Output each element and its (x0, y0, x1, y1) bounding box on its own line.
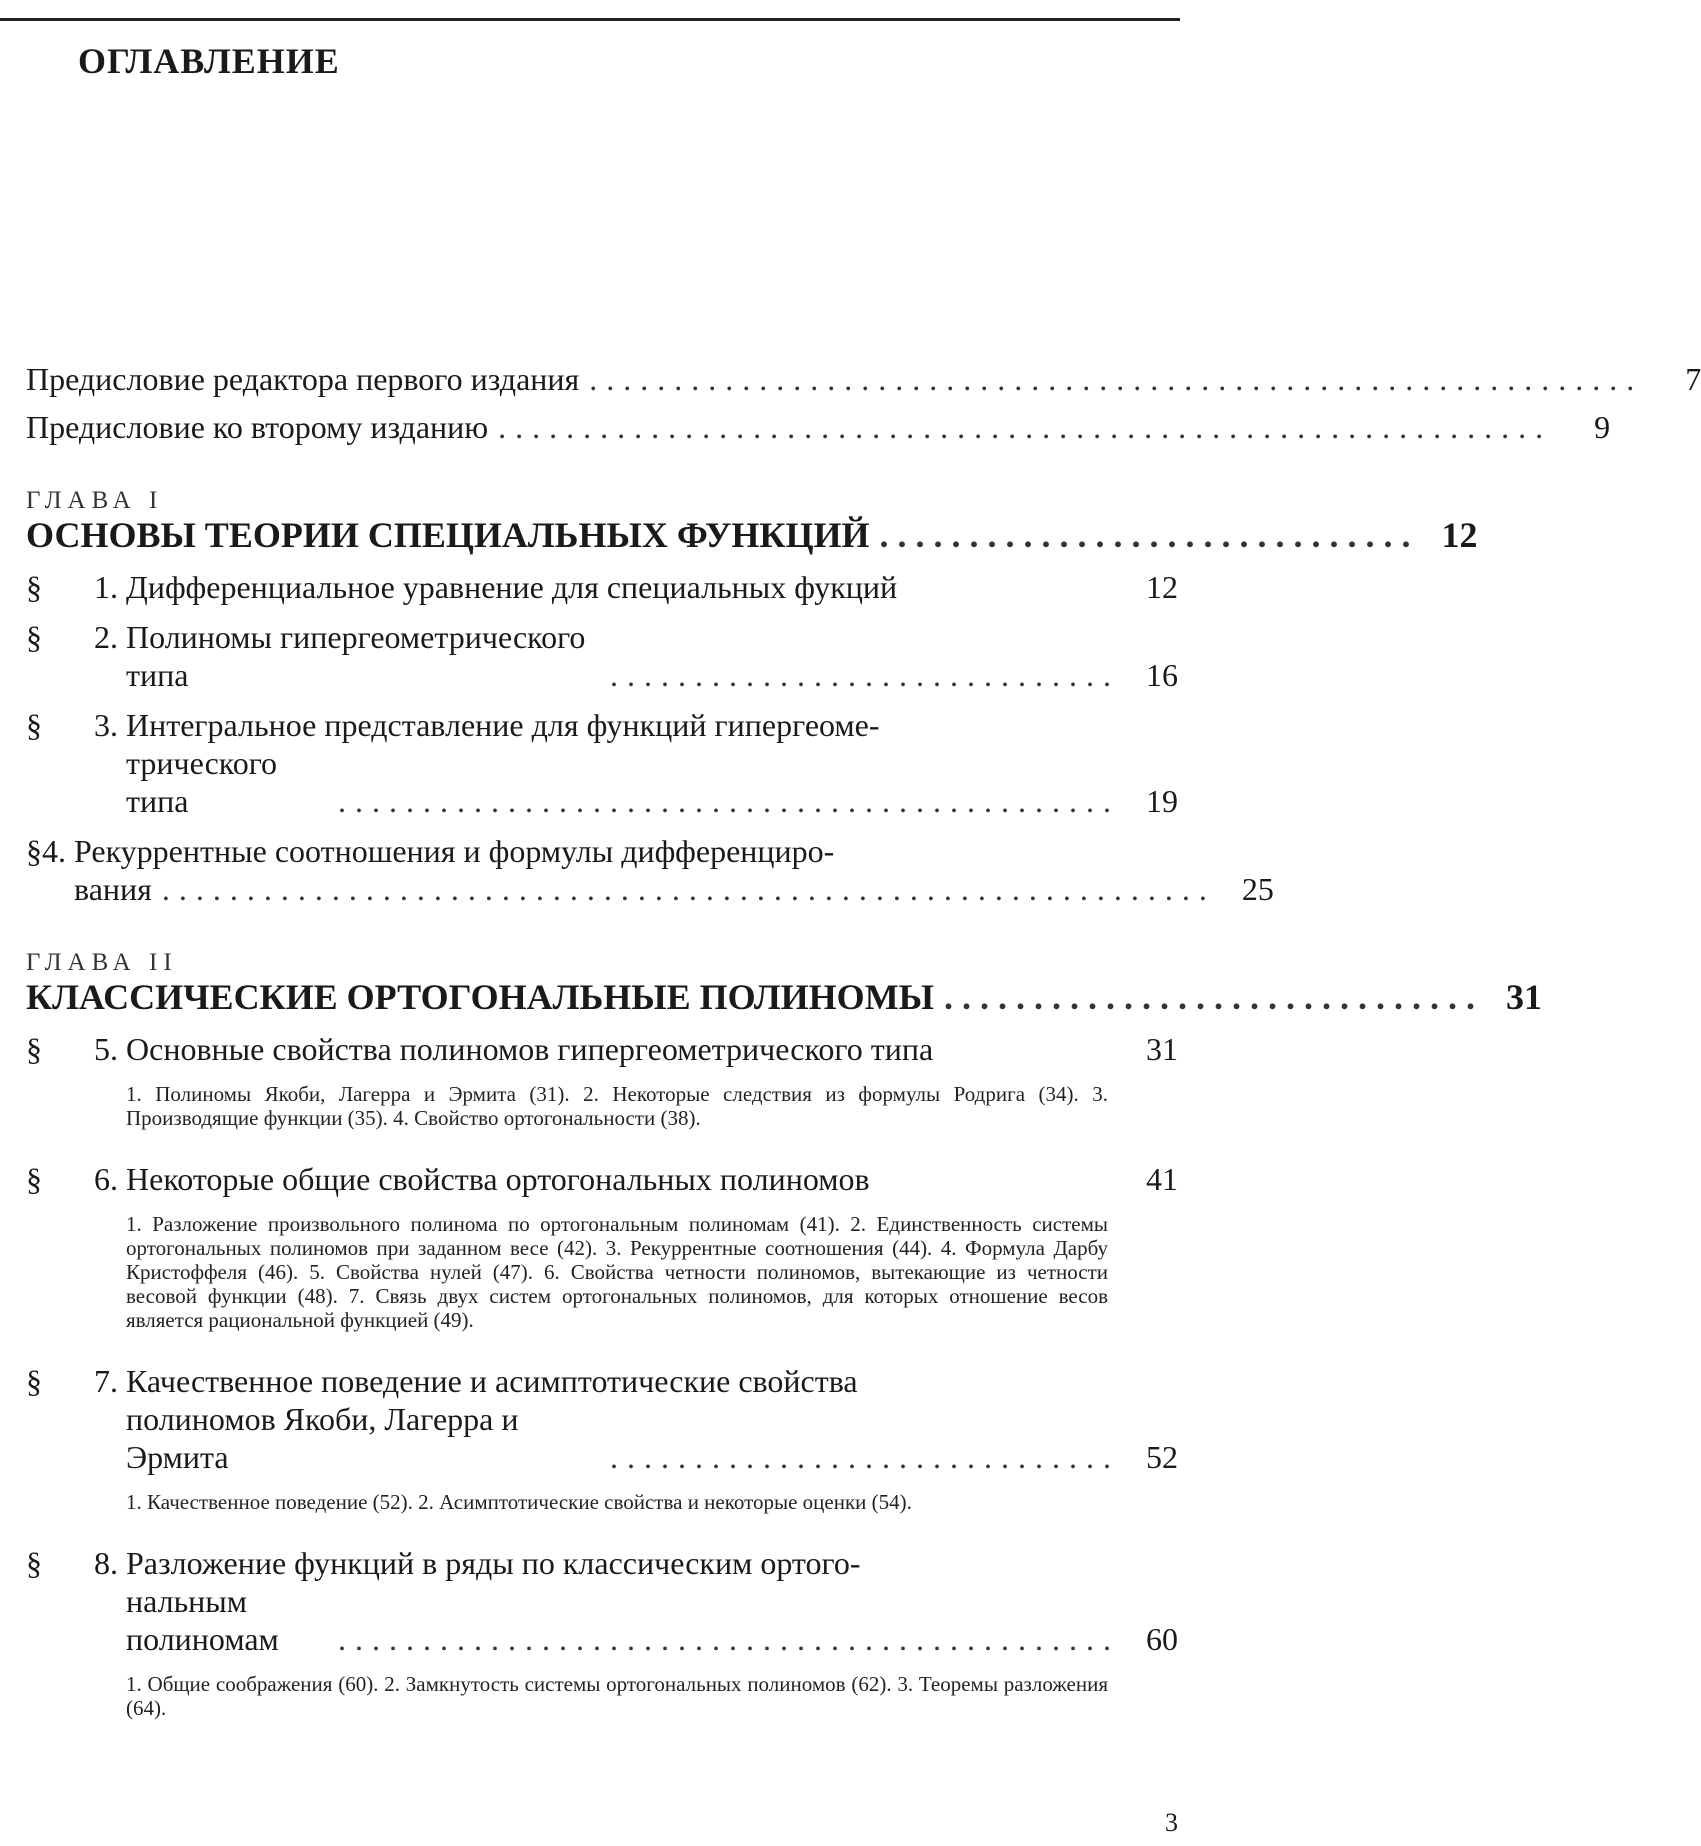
section-number: 8. (94, 1545, 118, 1581)
leader-dots: .............................. (879, 515, 1420, 555)
toc-page: 12 (1146, 569, 1178, 605)
subsection-list: 1. Качественное поведение (52). 2. Асимптотические свойства и некоторые оценки (54). (126, 1490, 912, 1514)
subsection-list: 1. Общие соображения (60). 2. Замкнутость системы ортогональных полиномов (62). 3. Теоремы разложения (64). (126, 1672, 1108, 1720)
leader-dots: .............................. (610, 657, 1120, 693)
section-mark: § (26, 619, 42, 655)
section-title: Дифференциальное уравнение для специальных фукций (126, 569, 898, 605)
toc-page: 31 (1506, 977, 1543, 1017)
toc-page: 7 (1685, 361, 1701, 397)
toc-label: Предисловие ко второму изданию (26, 409, 489, 445)
section-title-cont: трического типа (126, 745, 278, 819)
section-title-cont: вания (74, 871, 152, 907)
section-title: Основные свойства полиномов гипергеометрического типа (126, 1031, 934, 1067)
section-title: Некоторые общие свойства ортогональных полиномов (126, 1161, 870, 1197)
section-title-cont: нальным полиномам (126, 1583, 279, 1657)
section-number: 4. (42, 833, 66, 869)
page-number: 3 (1165, 1808, 1178, 1837)
chapter-2 (26, 949, 1543, 1738)
section-title: Рекуррентные соотношения и формулы дифференциро- (74, 833, 835, 869)
toc-page: 16 (1146, 657, 1178, 693)
toc-page: 52 (1146, 1439, 1178, 1475)
toc-page: 25 (1241, 871, 1274, 907)
leader-dots: .............................................. (338, 1621, 1120, 1657)
chapter-title-row[interactable] (26, 514, 1478, 556)
section-number: 3. (94, 707, 118, 743)
section-title: Интегральное представление для функций гипергеоме- (126, 707, 880, 743)
section-3[interactable] (26, 706, 1178, 820)
toc-page: 19 (1146, 783, 1178, 819)
section-mark: § (26, 569, 42, 605)
toc-entries (26, 360, 1701, 1738)
toc-page: 41 (1146, 1161, 1178, 1197)
chapter-label: ГЛАВА II (26, 949, 178, 976)
section-mark: § (26, 1031, 42, 1067)
section-title-cont: полиномов Якоби, Лагерра и Эрмита (126, 1401, 519, 1475)
leader-dots: .............................................. (338, 783, 1120, 819)
section-8[interactable] (26, 1544, 1178, 1738)
section-number: 5. (94, 1031, 118, 1067)
leader-dots: .............................................................. (498, 409, 1553, 445)
section-mark: § (26, 833, 42, 869)
chapter-title: ОСНОВЫ ТЕОРИИ СПЕЦИАЛЬНЫХ ФУНКЦИЙ (26, 515, 870, 555)
section-5[interactable] (26, 1030, 1178, 1148)
section-mark: § (26, 1161, 42, 1197)
toc-page: 60 (1146, 1621, 1178, 1657)
section-mark: § (26, 707, 42, 743)
section-title: Полиномы гипергеометрического типа (126, 619, 586, 693)
section-7[interactable] (26, 1362, 1178, 1532)
subsection-list: 1. Полиномы Якоби, Лагерра и Эрмита (31). 2. Некоторые следствия из формулы Родрига (34). 3. Производящие функции (35). 4. Свойство ортогональности (38). (126, 1082, 1108, 1130)
section-number: 7. (94, 1363, 118, 1399)
section-number: 1. (94, 569, 118, 605)
section-1[interactable] (26, 568, 1178, 606)
toc-label: Предисловие редактора первого издания (26, 361, 580, 397)
leader-dots: .............................................................. (161, 871, 1216, 907)
section-number: 2. (94, 619, 118, 655)
subsection-list: 1. Разложение произвольного полинома по ортогональным полиномам (41). 2. Единственность системы ортогональных полиномов при заданном весе (42). 3. Рекуррентные соотношения (44). 4. Формула Дарбу Кристоффеля (46). 5. Свойства нулей (47). 6. Свойства четности полиномов, вытекающие из четности весовой функции (48). 7. Связь двух систем ортогональных полиномов, для которых отношение весов является рациональной функцией (49). (126, 1212, 1108, 1332)
section-title: Разложение функций в ряды по классическим ортого- (126, 1545, 861, 1581)
leader-dots: .............................................................. (589, 361, 1644, 397)
toc-preface-2[interactable] (26, 408, 1611, 446)
section-number: 6. (94, 1161, 118, 1197)
chapter-1 (26, 487, 1478, 908)
section-mark: § (26, 1545, 42, 1581)
leader-dots: .............................. (610, 1439, 1120, 1475)
page-title: ОГЛАВЛЕНИЕ (78, 41, 340, 81)
toc-preface-1[interactable] (26, 360, 1701, 398)
section-mark: § (26, 1363, 42, 1399)
chapter-label: ГЛАВА I (26, 487, 164, 514)
section-4[interactable] (26, 832, 1274, 908)
leader-dots: .............................. (944, 977, 1485, 1017)
top-rule (0, 18, 1180, 21)
chapter-title-row[interactable] (26, 976, 1543, 1018)
toc-page: 9 (1594, 409, 1611, 445)
section-2[interactable] (26, 618, 1178, 694)
toc-page: 31 (1146, 1031, 1178, 1067)
section-title: Качественное поведение и асимптотические свойства (126, 1363, 858, 1399)
section-6[interactable] (26, 1160, 1178, 1350)
chapter-title: КЛАССИЧЕСКИЕ ОРТОГОНАЛЬНЫЕ ПОЛИНОМЫ (26, 977, 935, 1017)
toc-page: 12 (1441, 515, 1478, 555)
